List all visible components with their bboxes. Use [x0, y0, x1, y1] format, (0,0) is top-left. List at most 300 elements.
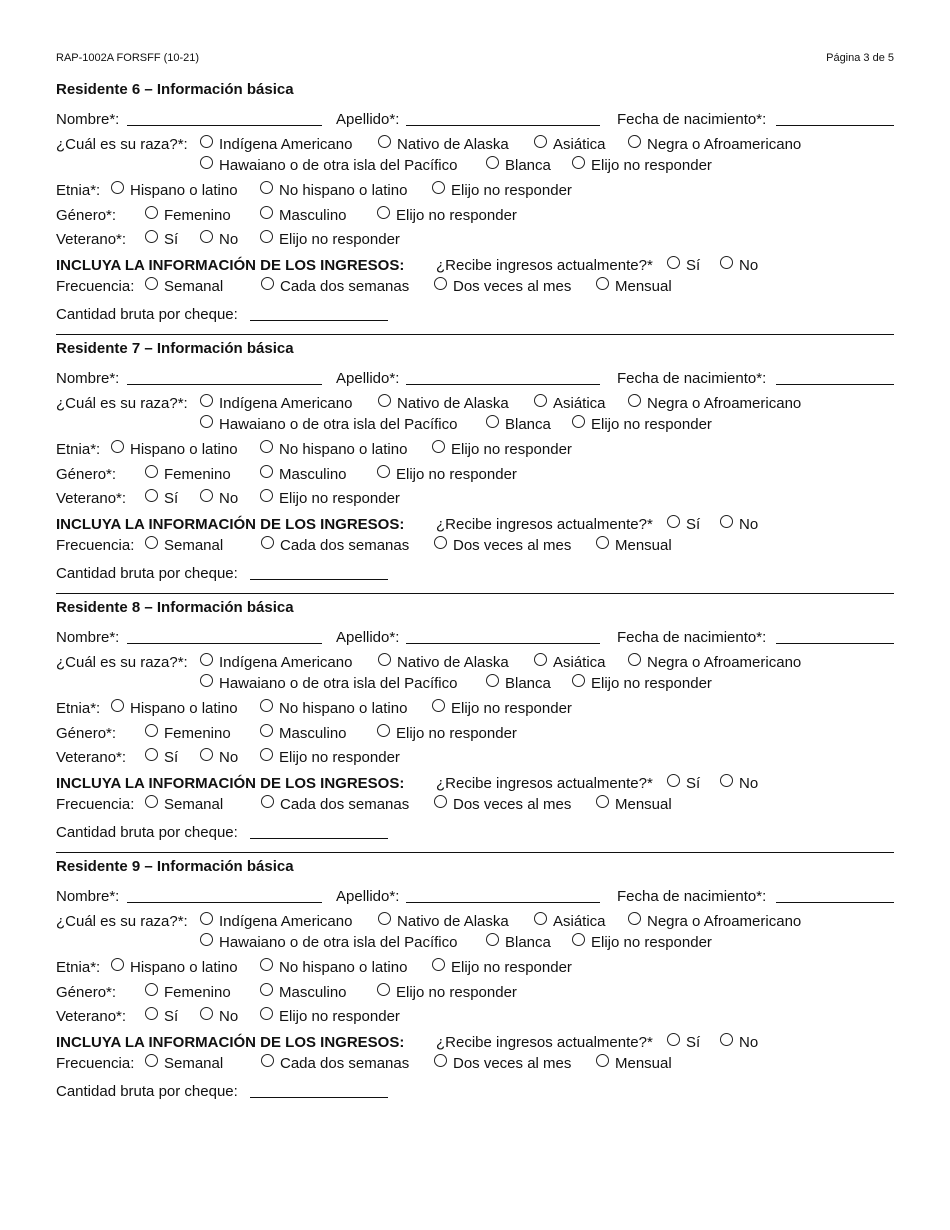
- apellido-label: Apellido*:: [336, 370, 400, 387]
- raza-indigena-radio[interactable]: [200, 394, 213, 407]
- frecuencia-cada-dos[interactable]: [261, 277, 409, 296]
- recibe-no-label: No: [739, 1034, 759, 1051]
- genero-no-responder[interactable]: [377, 206, 517, 225]
- ingresos-heading: INCLUYA LA INFORMACIÓN DE LOS INGRESOS:: [56, 1034, 405, 1051]
- etnia-hispano-radio[interactable]: [111, 699, 124, 712]
- frecuencia-semanal[interactable]: [145, 795, 223, 814]
- veterano-si[interactable]: [145, 230, 178, 249]
- fecha-label: Fecha de nacimiento*:: [617, 370, 767, 387]
- cantidad-label: Cantidad bruta por cheque:: [56, 1083, 238, 1100]
- apellido-input[interactable]: [406, 628, 600, 644]
- veterano-si[interactable]: [145, 1007, 178, 1026]
- apellido-label: Apellido*:: [336, 888, 400, 905]
- veterano-si-radio[interactable]: [145, 489, 158, 502]
- veterano-si-radio[interactable]: [145, 230, 158, 243]
- raza-blanca[interactable]: [486, 674, 551, 693]
- raza-no-responder-radio[interactable]: [572, 415, 585, 428]
- apellido-input[interactable]: [406, 110, 600, 126]
- frecuencia-cada-dos[interactable]: [261, 795, 409, 814]
- veterano-no-responder-label: Elijo no responder: [279, 490, 400, 507]
- genero-label: Género*:: [56, 725, 117, 742]
- apellido-input[interactable]: [406, 887, 600, 903]
- raza-blanca[interactable]: [486, 156, 551, 175]
- etnia-no-hispano-label: No hispano o latino: [279, 700, 408, 717]
- genero-no-responder[interactable]: [377, 724, 517, 743]
- veterano-no[interactable]: [200, 1007, 238, 1026]
- ingresos-heading: INCLUYA LA INFORMACIÓN DE LOS INGRESOS:: [56, 257, 405, 274]
- recibe-si-label: Sí: [686, 516, 701, 533]
- raza-negra-radio[interactable]: [628, 394, 641, 407]
- form-id: RAP-1002A FORSFF (10-21): [56, 52, 200, 64]
- cantidad-label: Cantidad bruta por cheque:: [56, 565, 238, 582]
- fecha-label: Fecha de nacimiento*:: [617, 629, 767, 646]
- raza-label: ¿Cuál es su raza?*:: [56, 395, 188, 412]
- frecuencia-dos-veces[interactable]: [434, 1054, 571, 1073]
- frecuencia-semanal-radio[interactable]: [145, 277, 158, 290]
- etnia-no-responder-label: Elijo no responder: [451, 441, 572, 458]
- recibe-no[interactable]: [720, 256, 758, 275]
- frecuencia-semanal[interactable]: [145, 536, 223, 555]
- nombre-label: Nombre*:: [56, 888, 120, 905]
- genero-femenino[interactable]: [145, 983, 231, 1002]
- raza-nativo-alaska[interactable]: [378, 135, 509, 154]
- apellido-label: Apellido*:: [336, 111, 400, 128]
- raza-no-responder[interactable]: [572, 156, 712, 175]
- raza-hawaiano-radio[interactable]: [200, 156, 213, 169]
- nombre-label: Nombre*:: [56, 111, 120, 128]
- cantidad-input[interactable]: [250, 564, 388, 580]
- veterano-label: Veterano*:: [56, 490, 127, 507]
- nombre-input[interactable]: [127, 369, 322, 385]
- raza-asiatica-label: Asiática: [553, 395, 606, 412]
- recibe-no-radio[interactable]: [720, 256, 733, 269]
- veterano-no[interactable]: [200, 489, 238, 508]
- fecha-label: Fecha de nacimiento*:: [617, 888, 767, 905]
- raza-indigena-label: Indígena Americano: [219, 913, 353, 930]
- raza-negra[interactable]: [628, 653, 801, 672]
- raza-hawaiano-radio[interactable]: [200, 415, 213, 428]
- genero-no-responder-label: Elijo no responder: [396, 207, 517, 224]
- fecha-input[interactable]: [776, 110, 894, 126]
- raza-negra[interactable]: [628, 394, 801, 413]
- veterano-si-radio[interactable]: [145, 748, 158, 761]
- frecuencia-mensual[interactable]: [596, 536, 672, 555]
- etnia-hispano-label: Hispano o latino: [130, 441, 238, 458]
- genero-femenino[interactable]: [145, 724, 231, 743]
- raza-no-responder[interactable]: [572, 415, 712, 434]
- veterano-no-responder-radio[interactable]: [260, 230, 273, 243]
- frecuencia-mensual-label: Mensual: [615, 278, 672, 295]
- nombre-input[interactable]: [127, 110, 322, 126]
- raza-nativo-alaska[interactable]: [378, 394, 509, 413]
- etnia-label: Etnia*:: [56, 700, 101, 717]
- genero-label: Género*:: [56, 466, 117, 483]
- raza-indigena[interactable]: [200, 912, 352, 931]
- frecuencia-semanal-label: Semanal: [164, 537, 224, 554]
- recibe-si-label: Sí: [686, 775, 701, 792]
- nombre-input[interactable]: [127, 887, 322, 903]
- raza-label: ¿Cuál es su raza?*:: [56, 913, 188, 930]
- genero-masculino-radio[interactable]: [260, 983, 273, 996]
- frecuencia-cada-dos-radio[interactable]: [261, 1054, 274, 1067]
- raza-hawaiano[interactable]: [200, 156, 457, 175]
- ingresos-heading: INCLUYA LA INFORMACIÓN DE LOS INGRESOS:: [56, 516, 405, 533]
- frecuencia-cada-dos-label: Cada dos semanas: [280, 537, 410, 554]
- etnia-hispano[interactable]: [111, 440, 238, 459]
- recibe-label: ¿Recibe ingresos actualmente?*: [436, 257, 653, 274]
- raza-asiatica-radio[interactable]: [534, 394, 547, 407]
- raza-no-responder-label: Elijo no responder: [591, 157, 712, 174]
- section-title: Residente 6 – Información básica: [56, 81, 294, 98]
- genero-masculino[interactable]: [260, 724, 347, 743]
- frecuencia-semanal[interactable]: [145, 277, 223, 296]
- veterano-si-label: Sí: [164, 1008, 179, 1025]
- resident-section: [56, 81, 894, 329]
- veterano-no-responder-radio[interactable]: [260, 489, 273, 502]
- veterano-no-responder[interactable]: [260, 748, 400, 767]
- etnia-label: Etnia*:: [56, 182, 101, 199]
- etnia-no-responder[interactable]: [432, 440, 572, 459]
- etnia-hispano[interactable]: [111, 181, 238, 200]
- raza-negra-label: Negra o Afroamericano: [647, 136, 802, 153]
- veterano-no-responder-label: Elijo no responder: [279, 231, 400, 248]
- frecuencia-mensual[interactable]: [596, 277, 672, 296]
- veterano-no-responder-radio[interactable]: [260, 1007, 273, 1020]
- veterano-no-responder[interactable]: [260, 489, 400, 508]
- raza-nativo-alaska[interactable]: [378, 912, 509, 931]
- raza-indigena[interactable]: [200, 135, 352, 154]
- raza-no-responder-radio[interactable]: [572, 674, 585, 687]
- genero-femenino-radio[interactable]: [145, 724, 158, 737]
- recibe-si[interactable]: [667, 256, 700, 275]
- veterano-no-radio[interactable]: [200, 489, 213, 502]
- etnia-no-hispano-radio[interactable]: [260, 699, 273, 712]
- etnia-no-hispano[interactable]: [260, 699, 407, 718]
- veterano-no[interactable]: [200, 748, 238, 767]
- recibe-no[interactable]: [720, 515, 758, 534]
- genero-no-responder-label: Elijo no responder: [396, 984, 517, 1001]
- raza-indigena-radio[interactable]: [200, 653, 213, 666]
- cantidad-label: Cantidad bruta por cheque:: [56, 824, 238, 841]
- genero-femenino-radio[interactable]: [145, 465, 158, 478]
- raza-nativo-alaska-radio[interactable]: [378, 135, 391, 148]
- veterano-no-label: No: [219, 749, 239, 766]
- raza-no-responder-label: Elijo no responder: [591, 675, 712, 692]
- recibe-si[interactable]: [667, 515, 700, 534]
- raza-indigena-radio[interactable]: [200, 912, 213, 925]
- raza-hawaiano-radio[interactable]: [200, 933, 213, 946]
- etnia-hispano[interactable]: [111, 958, 238, 977]
- raza-asiatica[interactable]: [534, 135, 606, 154]
- raza-no-responder[interactable]: [572, 674, 712, 693]
- etnia-no-hispano[interactable]: [260, 958, 407, 977]
- recibe-si-radio[interactable]: [667, 1033, 680, 1046]
- recibe-no[interactable]: [720, 1033, 758, 1052]
- frecuencia-semanal[interactable]: [145, 1054, 223, 1073]
- etnia-no-responder-radio[interactable]: [432, 440, 445, 453]
- veterano-no-responder-radio[interactable]: [260, 748, 273, 761]
- cantidad-input[interactable]: [250, 305, 388, 321]
- frecuencia-dos-veces-radio[interactable]: [434, 277, 447, 290]
- raza-hawaiano[interactable]: [200, 933, 457, 952]
- genero-masculino-label: Masculino: [279, 725, 347, 742]
- veterano-label: Veterano*:: [56, 231, 127, 248]
- raza-blanca-label: Blanca: [505, 675, 551, 692]
- etnia-no-responder[interactable]: [432, 958, 572, 977]
- raza-nativo-alaska-label: Nativo de Alaska: [397, 136, 509, 153]
- etnia-no-responder-radio[interactable]: [432, 181, 445, 194]
- etnia-no-responder[interactable]: [432, 181, 572, 200]
- recibe-label: ¿Recibe ingresos actualmente?*: [436, 775, 653, 792]
- page-number: Página 3 de 5: [826, 52, 894, 64]
- recibe-no-radio[interactable]: [720, 515, 733, 528]
- nombre-label: Nombre*:: [56, 629, 120, 646]
- raza-negra-radio[interactable]: [628, 912, 641, 925]
- raza-indigena[interactable]: [200, 653, 352, 672]
- etnia-no-responder-radio[interactable]: [432, 699, 445, 712]
- frecuencia-semanal-radio[interactable]: [145, 536, 158, 549]
- section-divider: [56, 852, 894, 853]
- frecuencia-cada-dos-label: Cada dos semanas: [280, 796, 410, 813]
- etnia-no-hispano-radio[interactable]: [260, 958, 273, 971]
- raza-asiatica[interactable]: [534, 394, 606, 413]
- section-title: Residente 8 – Información básica: [56, 599, 294, 616]
- veterano-no[interactable]: [200, 230, 238, 249]
- raza-asiatica-radio[interactable]: [534, 912, 547, 925]
- veterano-no-responder-label: Elijo no responder: [279, 749, 400, 766]
- frecuencia-cada-dos-radio[interactable]: [261, 795, 274, 808]
- raza-no-responder-radio[interactable]: [572, 156, 585, 169]
- raza-hawaiano[interactable]: [200, 674, 457, 693]
- genero-femenino[interactable]: [145, 465, 231, 484]
- raza-negra[interactable]: [628, 135, 801, 154]
- genero-no-responder-radio[interactable]: [377, 465, 390, 478]
- veterano-si-radio[interactable]: [145, 1007, 158, 1020]
- etnia-no-hispano-radio[interactable]: [260, 440, 273, 453]
- frecuencia-mensual-label: Mensual: [615, 1055, 672, 1072]
- frecuencia-label: Frecuencia:: [56, 1055, 135, 1072]
- frecuencia-dos-veces-label: Dos veces al mes: [453, 537, 572, 554]
- frecuencia-dos-veces-label: Dos veces al mes: [453, 1055, 572, 1072]
- veterano-no-radio[interactable]: [200, 230, 213, 243]
- raza-nativo-alaska-radio[interactable]: [378, 653, 391, 666]
- frecuencia-semanal-radio[interactable]: [145, 1054, 158, 1067]
- raza-hawaiano-label: Hawaiano o de otra isla del Pacífico: [219, 416, 458, 433]
- frecuencia-dos-veces[interactable]: [434, 277, 571, 296]
- raza-blanca-radio[interactable]: [486, 156, 499, 169]
- raza-negra-radio[interactable]: [628, 653, 641, 666]
- genero-femenino-label: Femenino: [164, 984, 231, 1001]
- genero-masculino-radio[interactable]: [260, 724, 273, 737]
- nombre-label: Nombre*:: [56, 370, 120, 387]
- etnia-no-hispano-label: No hispano o latino: [279, 182, 408, 199]
- section-divider: [56, 334, 894, 335]
- raza-hawaiano[interactable]: [200, 415, 457, 434]
- frecuencia-dos-veces-radio[interactable]: [434, 536, 447, 549]
- fecha-input[interactable]: [776, 628, 894, 644]
- genero-no-responder-radio[interactable]: [377, 724, 390, 737]
- recibe-si-radio[interactable]: [667, 515, 680, 528]
- raza-indigena[interactable]: [200, 394, 352, 413]
- frecuencia-dos-veces-radio[interactable]: [434, 795, 447, 808]
- genero-femenino-radio[interactable]: [145, 206, 158, 219]
- genero-masculino-label: Masculino: [279, 466, 347, 483]
- frecuencia-mensual-radio[interactable]: [596, 795, 609, 808]
- frecuencia-semanal-label: Semanal: [164, 278, 224, 295]
- frecuencia-semanal-radio[interactable]: [145, 795, 158, 808]
- recibe-no-radio[interactable]: [720, 1033, 733, 1046]
- raza-no-responder-radio[interactable]: [572, 933, 585, 946]
- recibe-si[interactable]: [667, 1033, 700, 1052]
- raza-blanca-radio[interactable]: [486, 933, 499, 946]
- etnia-no-responder-radio[interactable]: [432, 958, 445, 971]
- genero-masculino-label: Masculino: [279, 984, 347, 1001]
- cantidad-input[interactable]: [250, 1082, 388, 1098]
- veterano-no-responder[interactable]: [260, 1007, 400, 1026]
- etnia-no-hispano[interactable]: [260, 181, 407, 200]
- veterano-no-radio[interactable]: [200, 1007, 213, 1020]
- resident-section: [56, 599, 894, 847]
- genero-no-responder[interactable]: [377, 465, 517, 484]
- veterano-no-radio[interactable]: [200, 748, 213, 761]
- ingresos-heading: INCLUYA LA INFORMACIÓN DE LOS INGRESOS:: [56, 775, 405, 792]
- frecuencia-dos-veces[interactable]: [434, 536, 571, 555]
- raza-blanca[interactable]: [486, 933, 551, 952]
- cantidad-input[interactable]: [250, 823, 388, 839]
- veterano-si[interactable]: [145, 489, 178, 508]
- genero-masculino[interactable]: [260, 465, 347, 484]
- raza-asiatica[interactable]: [534, 653, 606, 672]
- frecuencia-cada-dos[interactable]: [261, 1054, 409, 1073]
- raza-blanca-label: Blanca: [505, 157, 551, 174]
- frecuencia-dos-veces-radio[interactable]: [434, 1054, 447, 1067]
- frecuencia-cada-dos-label: Cada dos semanas: [280, 278, 410, 295]
- recibe-no-radio[interactable]: [720, 774, 733, 787]
- nombre-input[interactable]: [127, 628, 322, 644]
- veterano-no-label: No: [219, 1008, 239, 1025]
- raza-label: ¿Cuál es su raza?*:: [56, 654, 188, 671]
- etnia-hispano-label: Hispano o latino: [130, 182, 238, 199]
- raza-blanca[interactable]: [486, 415, 551, 434]
- resident-section: [56, 858, 894, 1106]
- veterano-si[interactable]: [145, 748, 178, 767]
- apellido-input[interactable]: [406, 369, 600, 385]
- raza-negra-label: Negra o Afroamericano: [647, 395, 802, 412]
- raza-asiatica[interactable]: [534, 912, 606, 931]
- raza-label: ¿Cuál es su raza?*:: [56, 136, 188, 153]
- section-title: Residente 7 – Información básica: [56, 340, 294, 357]
- recibe-si[interactable]: [667, 774, 700, 793]
- raza-nativo-alaska-label: Nativo de Alaska: [397, 395, 509, 412]
- etnia-no-responder-label: Elijo no responder: [451, 700, 572, 717]
- genero-masculino[interactable]: [260, 983, 347, 1002]
- frecuencia-mensual-radio[interactable]: [596, 277, 609, 290]
- raza-nativo-alaska-radio[interactable]: [378, 394, 391, 407]
- raza-negra[interactable]: [628, 912, 801, 931]
- veterano-label: Veterano*:: [56, 1008, 127, 1025]
- raza-blanca-radio[interactable]: [486, 415, 499, 428]
- veterano-si-label: Sí: [164, 231, 179, 248]
- frecuencia-semanal-label: Semanal: [164, 796, 224, 813]
- veterano-no-responder[interactable]: [260, 230, 400, 249]
- genero-femenino[interactable]: [145, 206, 231, 225]
- frecuencia-mensual[interactable]: [596, 795, 672, 814]
- recibe-si-radio[interactable]: [667, 256, 680, 269]
- recibe-si-radio[interactable]: [667, 774, 680, 787]
- etnia-no-hispano[interactable]: [260, 440, 407, 459]
- recibe-no-label: No: [739, 257, 759, 274]
- recibe-label: ¿Recibe ingresos actualmente?*: [436, 1034, 653, 1051]
- section-title: Residente 9 – Información básica: [56, 858, 294, 875]
- genero-masculino[interactable]: [260, 206, 347, 225]
- genero-femenino-label: Femenino: [164, 207, 231, 224]
- page-header: [56, 52, 894, 68]
- raza-nativo-alaska-label: Nativo de Alaska: [397, 654, 509, 671]
- fecha-input[interactable]: [776, 369, 894, 385]
- recibe-no-label: No: [739, 775, 759, 792]
- raza-blanca-label: Blanca: [505, 934, 551, 951]
- raza-hawaiano-radio[interactable]: [200, 674, 213, 687]
- genero-masculino-label: Masculino: [279, 207, 347, 224]
- raza-hawaiano-label: Hawaiano o de otra isla del Pacífico: [219, 934, 458, 951]
- etnia-no-responder-label: Elijo no responder: [451, 959, 572, 976]
- fecha-input[interactable]: [776, 887, 894, 903]
- frecuencia-cada-dos-radio[interactable]: [261, 536, 274, 549]
- etnia-no-responder[interactable]: [432, 699, 572, 718]
- genero-femenino-radio[interactable]: [145, 983, 158, 996]
- frecuencia-mensual[interactable]: [596, 1054, 672, 1073]
- etnia-no-hispano-radio[interactable]: [260, 181, 273, 194]
- veterano-no-label: No: [219, 231, 239, 248]
- frecuencia-label: Frecuencia:: [56, 537, 135, 554]
- frecuencia-mensual-radio[interactable]: [596, 536, 609, 549]
- genero-masculino-radio[interactable]: [260, 465, 273, 478]
- resident-section: [56, 340, 894, 588]
- frecuencia-mensual-label: Mensual: [615, 537, 672, 554]
- raza-negra-radio[interactable]: [628, 135, 641, 148]
- etnia-no-hispano-label: No hispano o latino: [279, 959, 408, 976]
- etnia-hispano[interactable]: [111, 699, 238, 718]
- etnia-label: Etnia*:: [56, 441, 101, 458]
- genero-no-responder-radio[interactable]: [377, 983, 390, 996]
- genero-label: Género*:: [56, 207, 117, 224]
- raza-asiatica-radio[interactable]: [534, 135, 547, 148]
- genero-masculino-radio[interactable]: [260, 206, 273, 219]
- frecuencia-mensual-radio[interactable]: [596, 1054, 609, 1067]
- raza-blanca-radio[interactable]: [486, 674, 499, 687]
- etnia-hispano-radio[interactable]: [111, 440, 124, 453]
- genero-no-responder[interactable]: [377, 983, 517, 1002]
- raza-nativo-alaska[interactable]: [378, 653, 509, 672]
- raza-indigena-radio[interactable]: [200, 135, 213, 148]
- raza-no-responder[interactable]: [572, 933, 712, 952]
- frecuencia-cada-dos-label: Cada dos semanas: [280, 1055, 410, 1072]
- genero-no-responder-radio[interactable]: [377, 206, 390, 219]
- raza-asiatica-radio[interactable]: [534, 653, 547, 666]
- etnia-no-responder-label: Elijo no responder: [451, 182, 572, 199]
- frecuencia-cada-dos[interactable]: [261, 536, 409, 555]
- raza-asiatica-label: Asiática: [553, 913, 606, 930]
- frecuencia-mensual-label: Mensual: [615, 796, 672, 813]
- etnia-hispano-radio[interactable]: [111, 958, 124, 971]
- genero-label: Género*:: [56, 984, 117, 1001]
- recibe-no[interactable]: [720, 774, 758, 793]
- etnia-hispano-radio[interactable]: [111, 181, 124, 194]
- raza-nativo-alaska-radio[interactable]: [378, 912, 391, 925]
- frecuencia-dos-veces[interactable]: [434, 795, 571, 814]
- frecuencia-cada-dos-radio[interactable]: [261, 277, 274, 290]
- frecuencia-label: Frecuencia:: [56, 278, 135, 295]
